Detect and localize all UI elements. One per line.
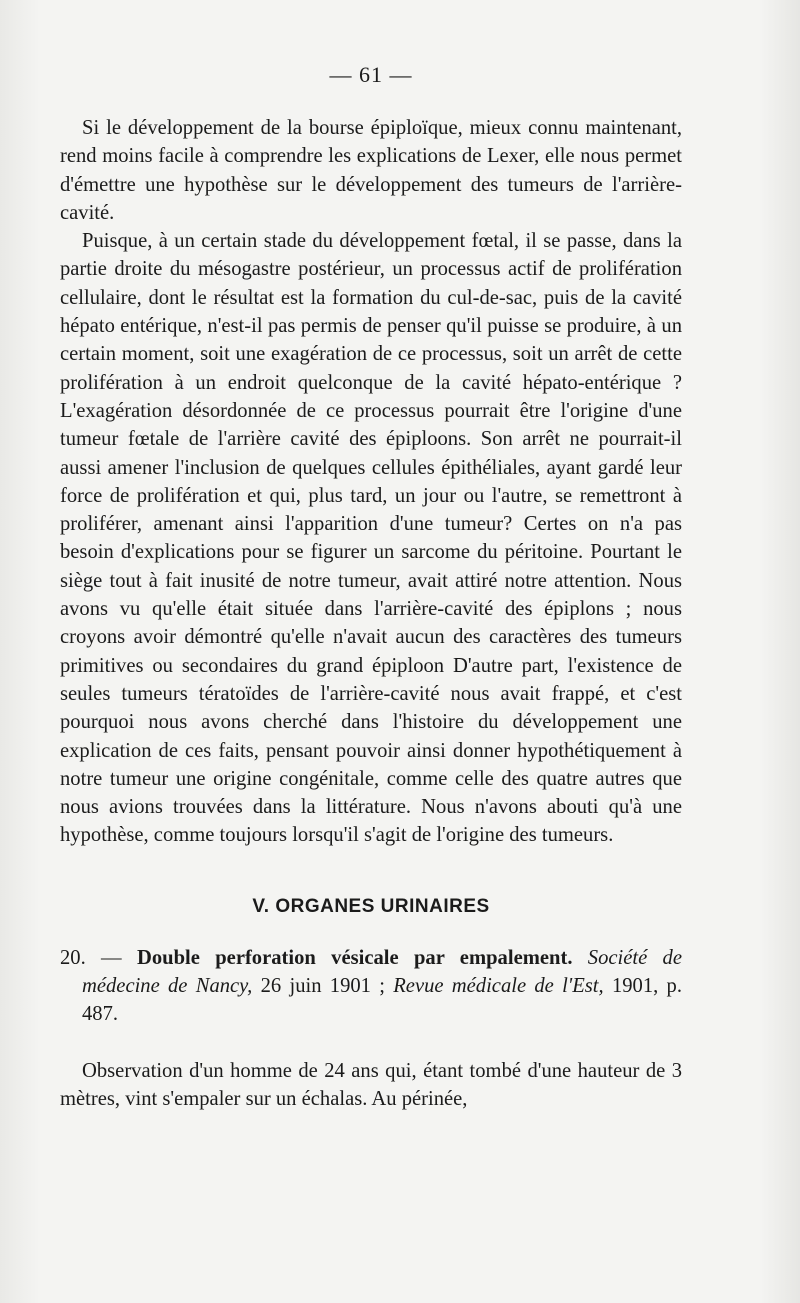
- section-heading: V. ORGANES URINAIRES: [252, 895, 490, 917]
- reference-entry: [60, 944, 682, 1029]
- reference-title: Double perforation vésicale par empalement.: [136, 946, 573, 969]
- reference-source-1: Société de médecine de Nancy,: [82, 946, 682, 998]
- paragraph-1: Si le développement de la bourse épiploïque, mieux connu maintenant, rend moins facile à comprendre les explications de Lexer, elle nous permet d'émettre une hypothèse sur le développement des tumeurs de l'arrière-cavité.: [60, 117, 682, 224]
- reference-number: 20. —: [60, 946, 122, 969]
- reference-year-page: 1901, p. 487.: [82, 975, 682, 1026]
- reference-date-1: 26 juin 1901 ;: [260, 975, 385, 998]
- paragraph-2: Puisque, à un certain stade du développement fœtal, il se passe, dans la partie droite du mésogastre postérieur, un processus actif de prolifération cellulaire, dont le résultat est la formation du cul-de-sac, puis de la cavité hépato entérique, n'est-il pas permis de penser qu'il puisse se produire, à un certain moment, soit une exagération de ce processus, soit un arrêt de cette prolifération à un endroit quelconque de la cavité hépato-entérique ? L'exagération désordonnée de ce processus pourrait être l'origine d'une tumeur fœtale de l'arrière cavité des épiploons. Son arrêt ne pourrait-il aussi amener l'inclusion de quelques cellules épithéliales, ayant gardé leur force de prolifération et qui, plus tard, un jour ou l'autre, se remettront à proliférer, amenant ainsi l'apparition d'une tumeur? Certes on n'a pas besoin d'explications pour se figurer un sarcome du péritoine. Pourtant le siège tout à fait inusité de notre tumeur, avait attiré notre attention. Nous avons vu qu'elle était située dans l'arrière-cavité des épiplons ; nous croyons avoir démontré qu'elle n'avait aucun des caractères des tumeurs primitives ou secondaires du grand épiploon D'autre part, l'existence de seules tumeurs tératoïdes de l'arrière-cavité nous avait frappé, et c'est pourquoi nous avons cherché dans l'histoire du développement une explication de ces faits, pensant pouvoir ainsi donner hypothétiquement à notre tumeur une origine congénitale, comme celle des quatre autres que nous avions trouvées dans la littérature. Nous n'avons abouti qu'à une hypothèse, comme toujours lorsqu'il s'agit de l'origine des tumeurs.: [60, 230, 682, 847]
- observation-paragraph: Observation d'un homme de 24 ans qui, étant tombé d'une hauteur de 3 mètres, vint s'empaler sur un échalas. Au périnée,: [60, 1059, 682, 1110]
- reference-source-2: Revue médicale de l'Est,: [393, 975, 604, 998]
- page-number: — 61 —: [329, 62, 413, 87]
